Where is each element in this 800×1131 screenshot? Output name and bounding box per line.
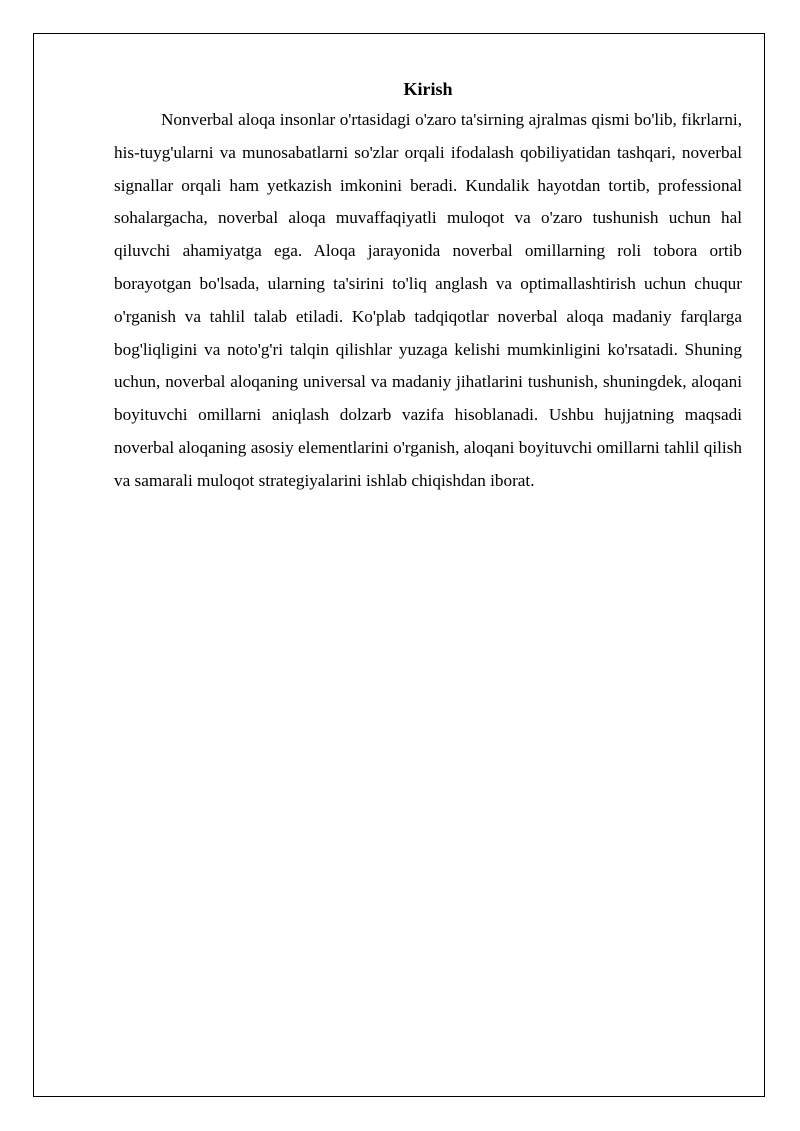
document-body: [114, 74, 742, 498]
body-paragraph: Nonverbal aloqa insonlar o'rtasidagi o'zaro ta'sirning ajralmas qismi bo'lib, fikrlarni, his-tuyg'ularni va munosabatlarni so'zlar orqali ifodalash qobiliyatidan tashqari, noverbal signallar orqali ham yetkazish imkonini beradi. Kundalik hayotdan tortib, professional sohalargacha, noverbal aloqa muvaffaqiyatli muloqot va o'zaro tushunish uchun hal qiluvchi ahamiyatga ega. Aloqa jarayonida noverbal omillarning roli tobora ortib borayotgan bo'lsada, ularning ta'sirini to'liq anglash va optimallashtirish uchun chuqur o'rganish va tahlil talab etiladi. Ko'plab tadqiqotlar noverbal aloqa madaniy farqlarga bog'liqligini va noto'g'ri talqin qilishlar yuzaga kelishi mumkinligini ko'rsatadi. Shuning uchun, noverbal aloqaning universal va madaniy jihatlarini tushunish, shuningdek, aloqani boyituvchi omillarni aniqlash dolzarb vazifa hisoblanadi. Ushbu hujjatning maqsadi noverbal aloqaning asosiy elementlarini o'rganish, aloqani boyituvchi omillarni tahlil qilish va samarali muloqot strategiyalarini ishlab chiqishdan iborat.: [114, 110, 742, 490]
section-heading: Kirish: [403, 79, 453, 99]
